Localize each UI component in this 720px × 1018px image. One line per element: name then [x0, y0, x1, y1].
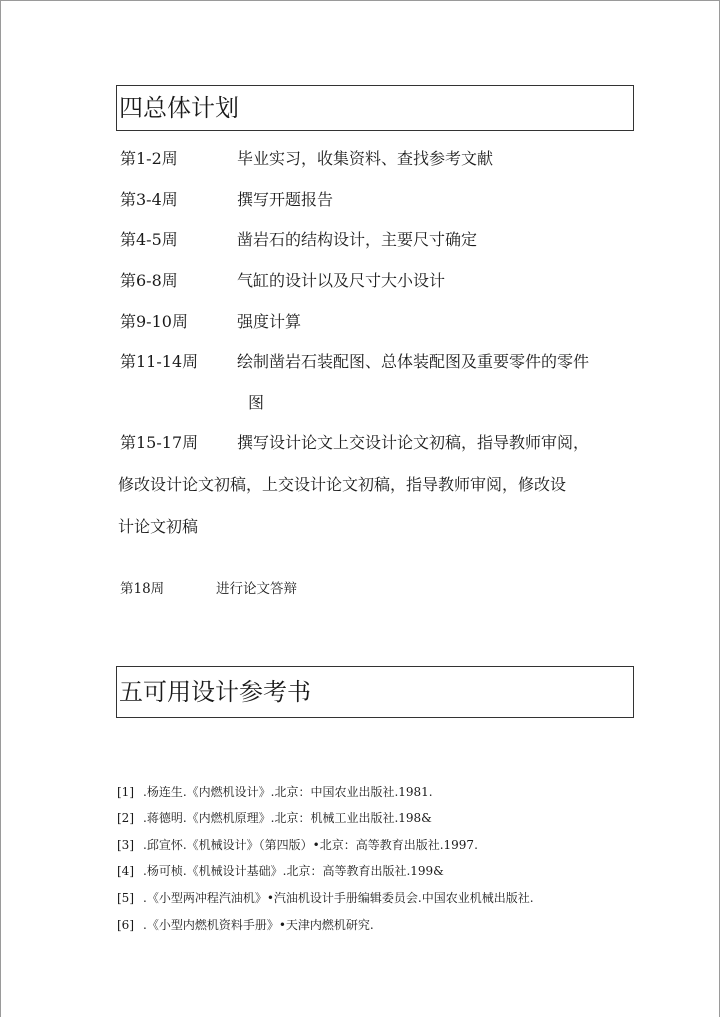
- section-title: 五可用设计参考书: [119, 678, 311, 706]
- reference-text: .杨可桢.《机械设计基础》.北京：高等教育出版社.199&: [143, 864, 444, 878]
- plan-week: 第11-14周: [120, 352, 199, 371]
- section-heading-references: [116, 666, 634, 718]
- plan-task: 毕业实习，收集资料、查找参考文献: [237, 149, 494, 168]
- plan-week: 第4-5周: [120, 230, 178, 249]
- reference-number: [1]: [117, 785, 134, 799]
- plan-task: 进行论文答辩: [216, 581, 297, 597]
- plan-task: 撰写开题报告: [237, 190, 334, 209]
- plan-week: 第3-4周: [120, 190, 178, 209]
- reference-text: .《小型两冲程汽油机》•汽油机设计手册编辑委员会.中国农业机械出版社.: [143, 891, 534, 905]
- plan-week: 第1-2周: [120, 149, 178, 168]
- plan-task: 强度计算: [237, 312, 302, 331]
- section-title: 四总体计划: [119, 94, 239, 122]
- section-heading-plan: [116, 85, 634, 131]
- reference-text: .蒋德明.《内燃机原理》.北京：机械工业出版社.198&: [143, 811, 432, 825]
- plan-task: 绘制凿岩石装配图、总体装配图及重要零件的零件: [237, 352, 590, 371]
- plan-week: 第6-8周: [120, 271, 178, 290]
- plan-paragraph-line: 计论文初稿: [118, 517, 199, 536]
- reference-number: [3]: [117, 838, 134, 852]
- reference-number: [6]: [117, 918, 134, 932]
- plan-paragraph-line: 修改设计论文初稿，上交设计论文初稿，指导教师审阅，修改设: [118, 475, 567, 494]
- reference-number: [5]: [117, 891, 134, 905]
- plan-task: 撰写设计论文上交设计论文初稿，指导教师审阅，: [237, 433, 590, 452]
- reference-number: [4]: [117, 864, 134, 878]
- reference-item: [117, 836, 478, 853]
- reference-text: .邱宣怀.《机械设计》（第四版）•北京：高等教育出版社.1997.: [143, 838, 478, 852]
- reference-text: .《小型内燃机资料手册》•天津内燃机研究.: [143, 918, 374, 932]
- reference-number: [2]: [117, 811, 134, 825]
- plan-week: 第18周: [120, 581, 165, 597]
- reference-item: [117, 916, 374, 933]
- reference-item: [117, 889, 534, 906]
- plan-task: 气缸的设计以及尺寸大小设计: [237, 271, 446, 290]
- plan-week: 第15-17周: [120, 433, 199, 452]
- plan-task-continuation: 图: [248, 393, 265, 412]
- reference-item: [117, 809, 432, 826]
- reference-item: [117, 862, 444, 879]
- plan-task: 凿岩石的结构设计，主要尺寸确定: [237, 230, 478, 249]
- reference-text: .杨连生.《内燃机设计》.北京：中国农业出版社.1981.: [143, 785, 433, 799]
- reference-item: [117, 783, 433, 800]
- plan-week: 第9-10周: [120, 312, 188, 331]
